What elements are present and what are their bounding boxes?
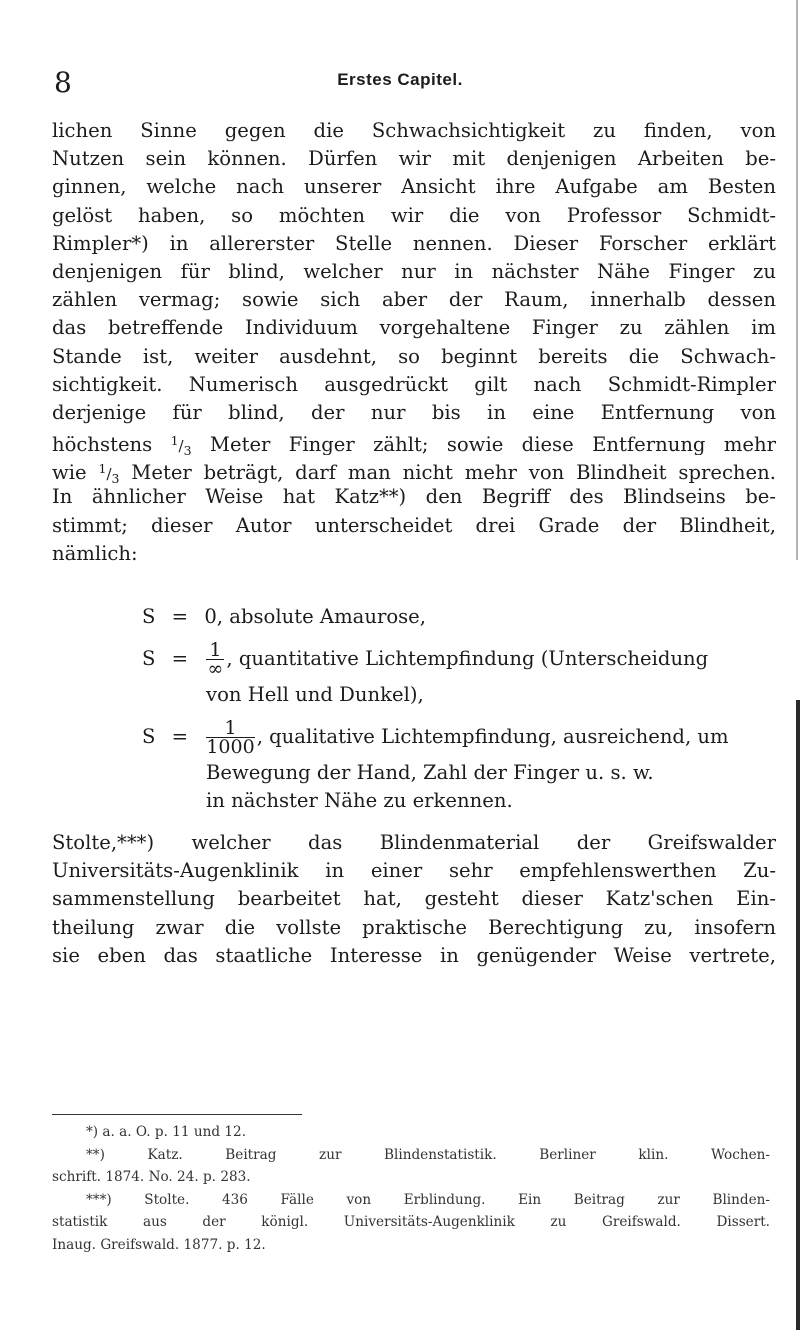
text-line: Stande ist, weiter ausdehnt, so beginnt bereits die Schwach- bbox=[52, 344, 776, 368]
text-line: nämlich: bbox=[52, 541, 138, 565]
text-line: sie eben das staatliche Interesse in genügender Weise vertrete, bbox=[52, 943, 776, 967]
page-edge-shadow bbox=[796, 700, 800, 1330]
text-line: derjenige für blind, der nur bis in eine Entfernung von bbox=[52, 400, 776, 424]
blindness-grades-formulas bbox=[52, 597, 776, 827]
text-fragment: Meter Finger zählt; sowie diese Entfernung mehr bbox=[209, 433, 776, 456]
footnote: **) Katz. Beitrag zur Blindenstatistik. Berliner klin. Wochen- bbox=[86, 1146, 770, 1163]
text-line: das betreffende Individuum vorgehaltene Finger zu zählen im bbox=[52, 316, 776, 340]
text-line: In ähnlicher Weise hat Katz**) den Begriff des Blindseins be- bbox=[52, 485, 776, 509]
fraction: $\frac{1}{\infty}$ bbox=[207, 639, 224, 680]
text-line: stimmt; dieser Autor unterscheidet drei Grade der Blindheit, bbox=[52, 513, 776, 537]
formula-continuation: von Hell und Dunkel), bbox=[206, 683, 424, 706]
text-line: ginnen, welche nach unserer Ansicht ihre Aufgabe am Besten bbox=[52, 175, 776, 199]
text-line: Nutzen sein können. Dürfen wir mit denjenigen Arbeiten be- bbox=[52, 147, 776, 171]
footnote-continuation: schrift. 1874. No. 24. p. 283. bbox=[52, 1169, 251, 1186]
fraction: $\frac{1}{1000}$ bbox=[206, 717, 255, 758]
text-line: zählen vermag; sowie sich aber der Raum, innerhalb dessen bbox=[52, 288, 776, 312]
formula-continuation: in nächster Nähe zu erkennen. bbox=[206, 789, 513, 812]
text-line bbox=[52, 455, 776, 483]
text-line: lichen Sinne gegen die Schwachsichtigkeit zu finden, von bbox=[52, 119, 776, 142]
text-fragment: Meter beträgt, darf man nicht mehr von Blindheit sprechen. bbox=[131, 461, 776, 484]
running-title: Erstes Capitel. bbox=[337, 70, 463, 89]
formula-line: S = 0, absolute Amaurose, bbox=[142, 605, 426, 628]
main-text bbox=[52, 117, 776, 967]
fraction-one-third: $^1/_3$ bbox=[170, 433, 192, 456]
formula-line: S = $\frac{1}{1000}$ , qualitative Lichtempfindung, ausreichend, um bbox=[142, 717, 729, 758]
text-line: theilung zwar die vollste praktische Berechtigung zu, insofern bbox=[52, 915, 776, 939]
footnote-continuation: Inaug. Greifswald. 1877. p. 12. bbox=[52, 1236, 266, 1253]
text-fragment: wie bbox=[52, 461, 87, 484]
fraction-one-third: $^1/_3$ bbox=[98, 461, 120, 484]
text-line bbox=[52, 427, 776, 455]
formula-line: S = $\frac{1}{\infty}$ , quantitative Lichtempfindung (Unterscheidung bbox=[142, 639, 709, 680]
text-line: sammenstellung bearbeitet hat, gesteht dieser Katz'schen Ein- bbox=[52, 887, 776, 911]
text-fragment: höchstens bbox=[52, 433, 153, 456]
text-line: gelöst haben, so möchten wir die von Professor Schmidt- bbox=[52, 203, 776, 227]
footnote: ***) Stolte. 436 Fälle von Erblindung. Ein Beitrag zur Blinden- bbox=[86, 1191, 770, 1208]
text-line: Universitäts-Augenklinik in einer sehr empfehlenswerthen Zu- bbox=[52, 859, 776, 883]
footnote-divider bbox=[52, 1114, 302, 1115]
page-header bbox=[0, 68, 800, 98]
footnote-continuation: statistik aus der königl. Universitäts-Augenklinik zu Greifswald. Dissert. bbox=[52, 1214, 770, 1231]
text-line: Stolte,***) welcher das Blindenmaterial der Greifswalder bbox=[52, 831, 776, 854]
text-line: sichtigkeit. Numerisch ausgedrückt gilt nach Schmidt-Rimpler bbox=[52, 372, 776, 396]
footnote: *) a. a. O. p. 11 und 12. bbox=[86, 1124, 247, 1140]
formula-continuation: Bewegung der Hand, Zahl der Finger u. s. w. bbox=[206, 761, 654, 784]
text-line: Rimpler*) in allererster Stelle nennen. Dieser Forscher erklärt bbox=[52, 231, 776, 255]
page-number: 8 bbox=[54, 66, 72, 99]
paragraph bbox=[52, 829, 776, 970]
footnotes bbox=[52, 1121, 770, 1257]
text-line: denjenigen für blind, welcher nur in nächster Nähe Finger zu bbox=[52, 259, 776, 283]
